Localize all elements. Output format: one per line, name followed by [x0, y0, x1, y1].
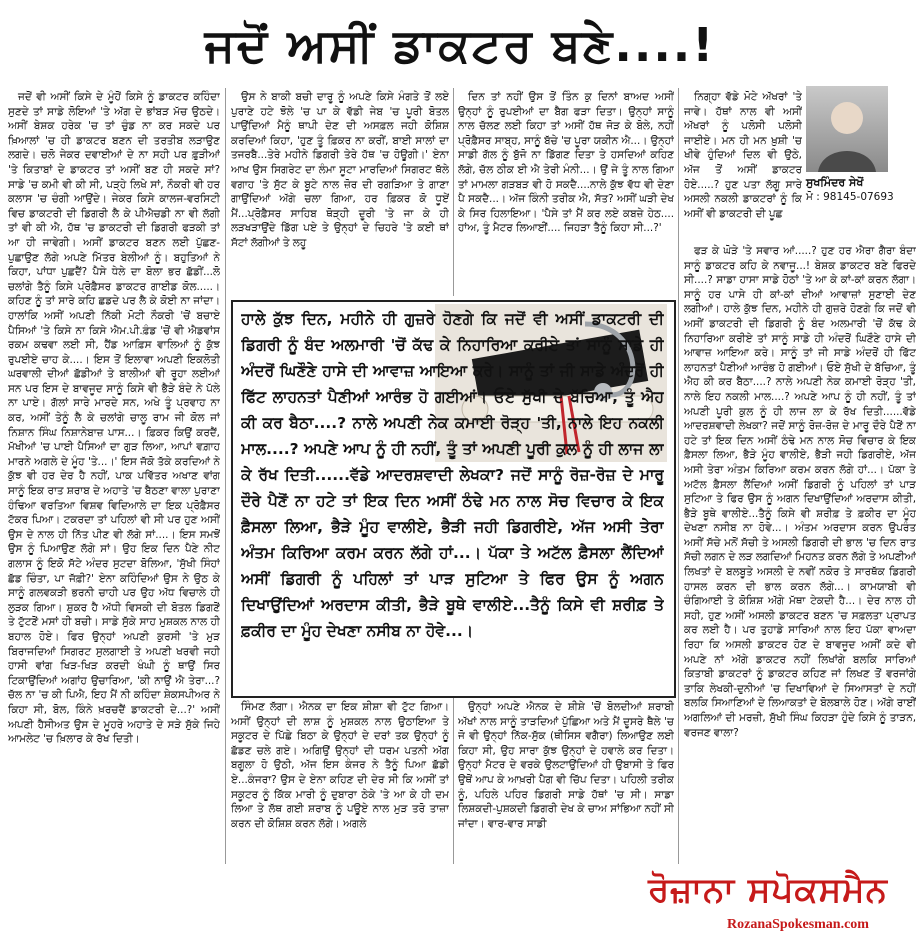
column-1-text: ਜਦੋਂ ਵੀ ਅਸੀਂ ਕਿਸੇ ਦੇ ਮੂੰਹੋਂ ਕਿਸੇ ਨੂੰ ਡਾਕਟਰ ਕਹਿੰਦਾ ਸੁਣਦੇ ਤਾਂ ਸਾਡੇ ਲੋਇਆਂ 'ਤੇ ਅੱਗ ਦੇ ਭਾਂਬੜ ਮੱਚ ਉਠਦੇ। ਅਸੀਂ ਬੇਸ਼ਕ ਹਰੇਕ 'ਚ ਤਾਂ ਚੁੰਡ ਨਾ ਕਰ ਸਕਦੇ ਪਰ ਖ਼ਿਆਲਾਂ 'ਚ ਹੀ ਡਾਕਟਰ ਬਣਨ ਦੀ ਤਰਤੀਬ ਲੜਾਉਣ ਲਗਦੇ। ਚਲੋ ਜੇਕਰ ਦਵਾਈਆਂ ਦੇ ਨਾ ਸਹੀ ਪਰ ਫ਼ੁੜੀਆਂ 'ਤੇ ਕਿਤਾਬਾਂ ਦੇ ਡਾਕਟਰ ਤਾਂ ਅਸੀਂ ਬਣ ਹੀ ਸਕਦੇ ਸਾਂ? ਸਾਡੇ 'ਚ ਕਮੀ ਵੀ ਕੀ ਸੀ, ਪੜ੍ਹੇ ਲਿਖੇ ਸਾਂ, ਨੌਕਰੀ ਵੀ ਹਰ ਕਲਾਸ 'ਚ ਚੰਗੀ ਆਉਂਦੇ। ਜੇਕਰ ਕਿਸੇ ਕਾਲਜ-ਵਰਸਿਟੀ ਵਿਚ ਡਾਕਟਰੀ ਦੀ ਡਿਗਰੀ ਲੈ ਕੇ ਪੀਐਚਡੀ ਨਾ ਵੀ ਲੱਗੀ ਤਾਂ ਵੀ ਕੀ ਐ, ਹੱਥ 'ਚ ਡਾਕਟਰੀ ਦੀ ਡਿਗਰੀ ਫੜਕੀ ਤਾਂ ਆ ਹੀ ਜਾਵੇਗੀ। ਅਸੀਂ ਡਾਕਟਰ ਬਣਨ ਲਈ ਪੁੱਛਣ-ਪੁਛਾਉਣ ਲੱਗੇ ਅਪਣੇ ਮਿੱਤਰ ਬੇਲੀਆਂ ਨੂੰ। ਬਹੁਤਿਆਂ ਨੇ ਕਿਹਾ, ਪਾਂਧਾ ਪੁਛਦੈਂ? ਪੈਸੇ ਧੇਲੇ ਦਾ ਬੋਲਾ ਭਰ ਛੱਡੀਂ...ਲੋ ਚਲਾਂਗੇ ਤੈਨੂੰ ਕਿਸੇ ਪ੍ਰੋਫ਼ੈਸਰ ਡਾਕਟਰ ਗਾਈਡ ਕੋਲ.....। ਕਹਿਣ ਨੂੰ ਤਾਂ ਸਾਰੇ ਕਹਿ ਛਡਦੇ ਪਰ ਲੈ ਕੇ ਕੋਈ ਨਾ ਜਾਂਦਾ। ਹਾਲਾਂਕਿ ਅਸੀਂ ਅਪਣੀ ਨਿੱਕੀ ਮੋਟੀ ਨੌਕਰੀ 'ਚੋਂ ਬਚਾਏ ਪੈਸਿਆਂ 'ਤੇ ਕਿਸੇ ਨਾ ਕਿਸੇ ਐਮ.ਪੀ.ਫ਼ੰਡ 'ਚੋਂ ਵੀ ਐਡਵਾਂਸ ਰਕਮ ਕਢਵਾ ਲਈ ਸੀ, ਹੈਂਡ ਆਫ਼ਿਸ ਵਾਲਿਆਂ ਨੂੰ ਕੁੱਝ ਰੁਪਈਏ ਚਾਹ ਕੇ....। ਇਸ ਤੋਂ ਇਲਾਵਾ ਅਪਣੀ ਇਕਲੋਤੀ ਘਰਵਾਲੀ ਦੀਆਂ ਛੱਡੀਆਂ ਤੇ ਬਾਲੀਆਂ ਵੀ ਰੂਹਾ ਲਈਆਂ ਸਨ ਪਰ ਇਸ ਦੇ ਬਾਵਜੂਦ ਸਾਨੂੰ ਕਿਸੇ ਵੀ ਭੈੜੇ ਬੰਦੇ ਨੇ ਪੱਲੇ ਨਾ ਪਾਏ। ਗੱਲਾਂ ਸਾਰੇ ਮਾਰਦੇ ਸਨ, ਅਖੇ ਤੂੰ ਪ੍ਰਵਾਹ ਨਾ ਕਰ, ਅਸੀਂ ਤੇਨੂੰ ਲੈ ਕੇ ਚਲਾਂਗੇ ਚਾਲੂ ਰਾਮ ਜੀ ਕੋਲ ਜਾਂ ਨਿਸ਼ਾਨ ਸਿੰਘ ਨਿਸ਼ਾਨੇਬਾਜ਼ ਪਾਸ...। ਫ਼ਿਕਰ ਕਿਉਂ ਕਰਦੈਂ, ਮੱਖੀਆਂ 'ਚ ਪਾਈ ਪੈਸਿਆਂ ਦਾ ਗੁੜ ਲਿਆ, ਆਪਾਂ ਵਗ਼ਾਹ ਮਾਰਨੇ ਅਗਲੇ ਦੇ ਮੂੰਹ 'ਤੇ...।' ਇਸ ਜੱਕੋ ਤੱਕੇ ਕਰਦਿਆਂ ਨੇ ਕੁੱਝ ਵੀ ਹਰ ਦੇਰ ਹੈ ਨਹੀਂ, ਪਾਕ ਪਵਿੱਤਰ ਅਖਾਣ ਵਾਂਗ ਸਾਨੂੰ ਇਕ ਰਾਤ ਸ਼ਰਾਬ ਦੇ ਅਹਾਤੇ 'ਚ ਬੈਠਣਾ ਵਾਲਾ ਪੁਰਾਣਾ ਹੰਢਿਆ ਵਰਤਿਆ ਵਿਸ਼ਵ ਵਿਦਿਆਲੇ ਦਾ ਇਕ ਪ੍ਰੋਫ਼ੈਸਰ ਟੱਕਰ ਪਿਆ। ਟਕਰਦਾ ਤਾਂ ਪਹਿਲਾਂ ਵੀ ਸੀ ਪਰ ਹੁਣ ਅਸੀਂ ਉਸ ਦੇ ਨਾਲ ਹੀ ਨਿੱਤ ਪੀਣ ਵੀ ਲੱਗੇ ਸਾਂ....। ਇਸ ਸਮਝੋਂ ਉਸ ਨੂੰ ਪਿਆਉਣ ਲੱਗੇ ਸਾਂ। ਉਹ ਇਕ ਦਿਨ ਪੈਣੇ ਨੀਟ ਗਲਾਸ ਨੂੰ ਇਕੋ ਸੱਟੇ ਅੰਦਰ ਸੁਟਦਾ ਬੋਲਿਆ, 'ਸੁੱਖੀ ਸਿੰਹਾਂ ਛੱਡ ਚਿੰਤਾ, ਪਾ ਜੱਫ਼ੀ?' ਏਨਾ ਕਹਿੰਦਿਆਂ ਉਸ ਨੇ ਉਠ ਕੇ ਸਾਨੂੰ ਗਲਵਕੜੀ ਭਰਨੀ ਚਾਹੀ ਪਰ ਉਹ ਅੱਧ ਵਿਚਾਲੇ ਹੀ ਲੁੜਕ ਗਿਆ। ਸ਼ੁਕਰ ਹੈ ਅੱਧੀ ਵਿਸਕੀ ਦੀ ਬੋਤਲ ਡਿਗਣੋਂ ਤੇ ਟੁੱਟਣੋਂ ਮਸਾਂ ਹੀ ਬਚੀ। ਸਾਡੇ ਸੁੱਕੇ ਸਾਹ ਮੁਸ਼ਕਲ ਨਾਲ ਹੀ ਬਹਾਲ ਹੋਏ। ਫਿਰ ਉਨ੍ਹਾਂ ਅਪਣੀ ਕੁਰਸੀ 'ਤੇ ਮੁੜ ਬਿਰਾਜਦਿਆਂ ਸਿਗਰਟ ਸੁਲਗਾਈ ਤੇ ਅਪਣੀ ਖਰਵੀ ਜਹੀ ਹਾਸੀ ਵਾਂਗ ਖਿੜ-ਖਿੜ ਕਰਦੀ ਖੰਘੀ ਨੂੰ ਥਾਉਂ ਸਿਰ ਟਿਕਾਉਂਦਿਆਂ ਅਗਾਂਹ ਉਚਾਰਿਆ, 'ਕੀ ਨਾਉਂ ਐ ਤੇਰਾ...? ਚੱਲ ਨਾ 'ਚ ਕੀ ਪਿਐ, ਇਹ ਮੈਂ ਨੀ ਕਹਿੰਦਾ ਸ਼ੇਕਸਪੀਅਰ ਨੇ ਕਿਹਾ ਸੀ, ਬੋਲ, ਕਿੰਨੇ ਖ਼ਰਚਦੈਂ ਡਾਕਟਰੀ ਦੇ...?' ਅਸੀਂ ਅਪਣੀ ਹੈਸੀਅਤ ਉਸ ਦੇ ਮੂਹਰੇ ਅਹਾਤੇ ਦੇ ਸੜੇ ਸੁੱਕੇ ਜਿਹੇ ਆਮਲੇਟ 'ਚ ਖ਼ਿਲਾਰ ਕੇ ਰੱਖ ਦਿਤੀ।: [8, 91, 220, 746]
column-2-bottom-text: ਸਿੰਮਣ ਲੱਗਾ। ਐਨਕ ਦਾ ਇਕ ਸ਼ੀਸ਼ਾ ਵੀ ਟੁੱਟ ਗਿਆ। ਅਸੀਂ ਉਨ੍ਹਾਂ ਦੀ ਲਾਸ਼ ਨੂੰ ਮੁਸ਼ਕਲ ਨਾਲ ਉਠਾਇਆ ਤੇ ਸਕੂਟਰ ਦੇ ਪਿੱਛੇ ਬਿਠਾ ਕੇ ਉਨ੍ਹਾਂ ਦੇ ਦਰਾਂ ਤਕ ਉਨ੍ਹਾਂ ਨੂੰ ਛੱਡਣ ਚਲੇ ਗਏ। ਅਗਿਉਂ ਉਨ੍ਹਾਂ ਦੀ ਧਰਮ ਪਤਨੀ ਅੱਗ ਬਗੂਲਾ ਹੋ ਉਠੀ, ਅੱਜ ਇਸ ਕੰਜਰ ਨੇ ਤੈਨੂੰ ਪਿਆ ਛੱਡੀ ਏ...ਕੰਜਰਾ? ਉਸ ਦੇ ਏਨਾ ਕਹਿਣ ਦੀ ਦੇਰ ਸੀ ਕਿ ਅਸੀਂ ਤਾਂ ਸਕੂਟਰ ਨੂੰ ਕਿੱਕ ਮਾਰੀ ਨੂੰ ਦੁਬਾਰਾ ਠੇਕੇ 'ਤੇ ਆ ਕੇ ਹੀ ਦਮ ਲਿਆ ਤੇ ਲੱਥ ਗਈ ਸ਼ਰਾਬ ਨੂੰ ਪਊਏ ਨਾਲ ਮੁੜ ਤਰੋ ਤਾਜ਼ਾ ਕਰਨ ਦੀ ਕੋਸ਼ਿਸ਼ ਕਰਨ ਲੱਗੇ। ਅਗਲੇ: [231, 701, 449, 830]
article-column-4-top: [684, 90, 802, 240]
article-column-3-top: [458, 90, 674, 295]
column-divider: [678, 88, 679, 864]
article-column-3-bottom: [458, 700, 674, 864]
author-portrait-icon: [806, 86, 888, 172]
article-column-2-top: [231, 90, 449, 295]
column-2-top-text: ਉਸ ਨੇ ਬਾਕੀ ਬਚੀ ਦਾਰੂ ਨੂੰ ਅਪਣੇ ਕਿਸੇ ਮੰਗਤੇ ਤੋਂ ਲਏ ਪੁਰਾਣੇ ਹਟੇ ਝੋਲੇ 'ਚ ਪਾ ਕੇ ਵੱਡੀ ਜੇਬ 'ਚ ਪੂਰੀ ਬੋਤਲ ਪਾਉਂਦਿਆਂ ਮੈਨੂੰ ਥਾਪੀ ਦੇਣ ਦੀ ਅਸਫ਼ਲ ਜਹੀ ਕੋਸ਼ਿਸ਼ ਕਰਦਿਆਂ ਕਿਹਾ, 'ਹੁਣ ਤੂੰ ਫ਼ਿਕਰ ਨਾ ਕਰੀਂ, ਬਾਈ ਸਾਲਾਂ ਦਾ ਤਜਰਬੈ...ਤੇਰੇ ਮਹੀਨੇ ਡਿਗਰੀ ਤੇਰੇ ਹੱਥ 'ਚ ਹੋਊਗੀ।' ਏਨਾ ਆਖ ਉਸ ਸਿਗਰੇਟ ਦਾ ਲੰਮਾ ਸੂਟਾ ਮਾਰਦਿਆਂ ਸਿਗਰਟ ਥੱਲੇ ਵਗਾਹ 'ਤੇ ਸੁੱਟ ਕੇ ਬੂਟੇ ਨਾਲ ਜ਼ੋਰ ਦੀ ਰਗੜਿਆ ਤੇ ਗਾਣਾ ਗਾਉਂਦਿਆਂ ਅੱਗੇ ਚਲਾ ਗਿਆ, ਹਰ ਫ਼ਿਕਰ ਕੋ ਧੂਏਂ ਮੈਂ...ਪ੍ਰੋਫ਼ੈਸਰ ਸਾਹਿਬ ਥੋੜ੍ਹੀ ਦੂਰੀ 'ਤੇ ਜਾ ਕੇ ਹੀ ਲੜਖੜਾਉਂਦੇ ਡਿੱਗ ਪਏ ਤੇ ਉਨ੍ਹਾਂ ਦੇ ਚਿਹਰੇ 'ਤੇ ਕਈ ਥਾਂ ਸੱਟਾਂ ਲੱਗੀਆਂ ਤੇ ਲਹੂ: [231, 91, 449, 249]
column-3-top-text: ਦਿਨ ਤਾਂ ਨਹੀਂ ਉਸ ਤੋਂ ਤਿੰਨ ਕੁ ਦਿਨਾਂ ਬਾਅਦ ਅਸੀਂ ਉਨ੍ਹਾਂ ਨੂੰ ਰੁਪਈਆਂ ਦਾ ਬੈਗ ਫੜਾ ਦਿਤਾ। ਉਨ੍ਹਾਂ ਸਾਨੂੰ ਨਾਲ ਚੱਲਣ ਲਈ ਕਿਹਾ ਤਾਂ ਅਸੀਂ ਹੱਥ ਜੋੜ ਕੇ ਬੋਲੇ, ਨਹੀਂ ਪ੍ਰੋਫ਼ੈਸਰ ਸਾਬ੍ਹ, ਸਾਨੂੰ ਬੱਚੇ 'ਚ ਪੂਰਾ ਯਕੀਨ ਐ...। ਉਨ੍ਹਾਂ ਸਾਡੀ ਗੱਲ ਨੂੰ ਬੁੱਜੋ ਨਾ ਡਿੱਗਣ ਦਿਤਾ ਤੇ ਹਸਦਿਆਂ ਕਹਿਣ ਲੱਗੇ, ਚੱਲ ਠੀਕ ਈ ਐ ਤੇਰੀ ਮੰਨੀ...। ਉਂ ਜੇ ਤੂੰ ਨਾਲ ਗਿਆ ਤਾਂ ਮਾਮਲਾ ਗੜਬੜ ਵੀ ਹੋ ਸਕਦੈ....ਨਾਲੇ ਕੁੱਝ ਵੱਧ ਵੀ ਦੇਣਾ ਪੈ ਸਕਦੈ...। ਅੱਜ ਕਿੰਨੀ ਤਰੀਕ ਐ, ਸੱਤ? ਅਸੀਂ ਘੜੀ ਦੇਖ ਕੇ ਸਿਰ ਹਿਲਾਇਆ। 'ਪੈਸੇ ਤਾਂ ਮੈਂ ਕਰ ਲਏ ਕਬਜ਼ੇ ਹੇਠ.... ਹਾਂਅ, ਤੂੰ ਮੈਟਰ ਲਿਆਈਂ.... ਜਿਹੜਾ ਤੈਨੂੰ ਕਿਹਾ ਸੀ...?': [458, 91, 674, 235]
pull-quote-text: ਹਾਲੇ ਕੁੱਝ ਦਿਨ, ਮਹੀਨੇ ਹੀ ਗੁਜ਼ਰੇ ਹੋਣਗੇ ਕਿ ਜਦੋਂ ਵੀ ਅਸੀਂ ਡਾਕਟਰੀ ਦੀ ਡਿਗਰੀ ਨੂੰ ਬੰਦ ਅਲਮਾਰੀ 'ਚੋਂ ਕੱਢ ਕੇ ਨਿਹਾਰਿਆ ਕਰੀਏ ਤਾਂ ਸਾਨੂੰ ਸਾਡੇ ਹੀ ਅੰਦਰੋਂ ਘਿਣੌਣੇ ਹਾਸੇ ਦੀ ਆਵਾਜ਼ ਆਇਆ ਕਰੇ। ਸਾਨੂੰ ਤਾਂ ਜੀ ਸਾਡੇ ਅੰਦਰੋਂ ਹੀ ਫਿੱਟ ਲਾਹਨਤਾਂ ਪੈਣੀਆਂ ਆਰੰਭ ਹੋ ਗਈਆਂ। ਓਏ ਸੁੱਖੀ ਦੇ ਬੱਚਿਆ, ਤੂੰ ਐਹ ਕੀ ਕਰ ਬੈਠਾ....? ਨਾਲੇ ਅਪਣੀ ਨੇਕ ਕਮਾਈ ਰੋੜ੍ਹ 'ਤੀ, ਨਾਲੇ ਇਹ ਨਕਲੀ ਮਾਲ....? ਅਪਣੇ ਆਪ ਨੂੰ ਹੀ ਨਹੀਂ, ਤੂੰ ਤਾਂ ਅਪਣੀ ਪੂਰੀ ਕੁਲ ਨੂੰ ਹੀ ਲਾਜ ਲਾ ਕੇ ਰੱਖ ਦਿਤੀ......ਵੱਡੇ ਆਦਰਸ਼ਵਾਦੀ ਲੇਖਕਾ? ਜਦੋਂ ਸਾਨੂੰ ਰੋਜ਼-ਰੋਜ਼ ਦੇ ਮਾਰੂ ਦੌਰੇ ਪੈਣੋਂ ਨਾ ਹਟੇ ਤਾਂ ਇਕ ਦਿਨ ਅਸੀਂ ਠੰਢੇ ਮਨ ਨਾਲ ਸੋਚ ਵਿਚਾਰ ਕੇ ਇਕ ਫ਼ੈਸਲਾ ਲਿਆ, ਭੈੜੇ ਮੂੰਹ ਵਾਲੀਏ, ਭੈੜੀ ਜਹੀ ਡਿਗਰੀਏ, ਅੱਜ ਅਸੀ ਤੇਰਾ ਅੰਤਮ ਕਿਰਿਆ ਕਰਮ ਕਰਨ ਲੱਗੇ ਹਾਂ...। ਪੱਕਾ ਤੇ ਅਟੱਲ ਫ਼ੈਸਲਾ ਲੈਂਦਿਆਂ ਅਸੀਂ ਡਿਗਰੀ ਨੂੰ ਪਹਿਲਾਂ ਤਾਂ ਪਾੜ ਸੁਟਿਆ ਤੇ ਫਿਰ ਉਸ ਨੂੰ ਅਗਨ ਦਿਖਾਉਂਦਿਆਂ ਅਰਦਾਸ ਕੀਤੀ, ਭੈੜੇ ਬੂਥੇ ਵਾਲੀਏ...ਤੈਨੂੰ ਕਿਸੇ ਵੀ ਸ਼ਰੀਫ਼ ਤੇ ਫ਼ਕੀਰ ਦਾ ਮੂੰਹ ਦੇਖਣਾ ਨਸੀਬ ਨਾ ਹੋਵੇ...।: [241, 310, 664, 640]
column-4-top-text: ਨਿਗ੍ਹਾ ਵੱਡੇ ਮੋਟੇ ਅੱਖਰਾਂ 'ਤੇ ਜਾਵੇ। ਹੱਥਾਂ ਨਾਲ ਵੀ ਅਸੀਂ ਅੱਖਰਾਂ ਨੂੰ ਪਲੋਸੀ ਪਲੋਸੀ ਜਾਈਏ। ਮਨ ਹੀ ਮਨ ਖ਼ੁਸ਼ੀ 'ਚ ਖੀਵੇ ਹੁੰਦਿਆਂ ਦਿਲ ਵੀ ਉਠੇ, ਅੱਜ ਤੋਂ ਅਸੀਂ ਡਾਕਟਰ ਹੋਏ.....? ਹੁਣ ਪਤਾ ਲੱਗੂ ਸਾਰੇ ਅਸਲੀ ਨਕਲੀ ਡਾਕਟਰਾਂ ਨੂੰ ਕਿ ਅਸੀਂ ਵੀ ਡਾਕਟਰੀ ਦੀ ਪੂਛ: [684, 91, 802, 220]
article-column-1: [8, 90, 220, 862]
author-phone: ਮੋ : 98145-07693: [806, 191, 894, 203]
headline: ਜਦੋਂ ਅਸੀਂ ਡਾਕਟਰ ਬਣੇ....!: [204, 18, 716, 72]
column-3-bottom-text: ਉਨ੍ਹਾਂ ਅਪਣੇ ਐਨਕ ਦੇ ਸ਼ੀਸ਼ੇ 'ਚੋਂ ਬੋਲਦੀਆਂ ਸ਼ਰਾਬੀ ਅੱਖਾਂ ਨਾਲ ਸਾਨੂੰ ਤਾੜਦਿਆਂ ਪੁੱਛਿਆ ਅਤੇ ਮੈਂ ਦੂਸਰੇ ਥੈਲੇ 'ਚ ਜੋ ਵੀ ਉਨ੍ਹਾਂ ਨਿੱਕ-ਸੁੱਕ (ਥੀਸਿਸ ਵਗੈਰਾ) ਲਿਆਉਣ ਲਈ ਕਿਹਾ ਸੀ, ਉਹ ਸਾਰਾ ਕੁੱਝ ਉਨ੍ਹਾਂ ਦੇ ਹਵਾਲੇ ਕਰ ਦਿਤਾ। ਉਨ੍ਹਾਂ ਮੈਟਰ ਦੇ ਵਰਕੇ ਉਲਟਾਉਂਦਿਆਂ ਹੀ ਉਬਾਸੀ ਤੇ ਫਿਰ ਉਥੋਂ ਆਪ ਕੇ ਆਖ਼ਰੀ ਪੈਗ ਵੀ ਚਿੱਪ ਦਿਤਾ। ਪਹਿਲੀ ਤਰੀਕ ਨੂੰ, ਪਹਿਲੇ ਪਹਿਰ ਡਿਗਰੀ ਸਾਡੇ ਹੱਥਾਂ 'ਚ ਸੀ। ਸਾਡਾ ਲਿਸ਼ਕਦੀ-ਪੁਸ਼ਕਦੀ ਡਿਗਰੀ ਦੇਖ ਕੇ ਚਾਅ ਸਾਂਭਿਆ ਨਹੀਂ ਸੀ ਜਾਂਦਾ। ਵਾਰ-ਵਾਰ ਸਾਡੀ: [458, 701, 674, 830]
column-divider: [453, 88, 454, 296]
publication-url[interactable]: RozanaSpokesman.com: [727, 917, 869, 932]
publication-logo: ਰੋਜ਼ਾਨਾ ਸਪੋਕਸਮੈਨ: [648, 870, 888, 910]
column-divider: [225, 88, 226, 864]
article-column-4-bottom: [684, 244, 916, 860]
pull-quote: [241, 306, 664, 690]
column-4-bottom-text: ਫੜ ਕੇ ਘੋੜੇ 'ਤੇ ਸਵਾਰ ਆਂ.....? ਹੁਣ ਹਰ ਐਰਾ ਗੈਰਾ ਬੰਦਾ ਸਾਨੂੰ ਡਾਕਟਰ ਕਹਿ ਕੇ ਨਵਾਜੂ...! ਬੇਸ਼ਕ ਡਾਕਟਰ ਬਣੇ ਫਿਰਦੇ ਸੀ....? ਸਾਡਾ ਹਾਸਾ ਸਾਡੇ ਹੋਠਾਂ 'ਤੇ ਆ ਕੇ ਕਾਂ-ਕਾਂ ਕਰਨ ਲੱਗਾ। ਸਾਨੂੰ ਹਰ ਪਾਸੇ ਹੀ ਕਾਂ-ਕਾਂ ਦੀਆਂ ਆਵਾਜ਼ਾਂ ਸੁਣਾਈ ਦੇਣ ਲਗੀਆਂ। ਹਾਲੇ ਕੁੱਝ ਦਿਨ, ਮਹੀਨੇ ਹੀ ਗੁਜ਼ਰੇ ਹੋਣਗੇ ਕਿ ਜਦੋਂ ਵੀ ਅਸੀਂ ਡਾਕਟਰੀ ਦੀ ਡਿਗਰੀ ਨੂੰ ਬੰਦ ਅਲਮਾਰੀ 'ਚੋਂ ਕੱਢ ਕੇ ਨਿਹਾਰਿਆ ਕਰੀਏ ਤਾਂ ਸਾਨੂੰ ਸਾਡੇ ਹੀ ਅੰਦਰੋਂ ਘਿਣੌਣੇ ਹਾਸੇ ਦੀ ਆਵਾਜ਼ ਆਇਆ ਕਰੇ। ਸਾਨੂੰ ਤਾਂ ਜੀ ਸਾਡੇ ਅੰਦਰੋਂ ਹੀ ਫਿੱਟ ਲਾਹਨਤਾਂ ਪੈਣੀਆਂ ਆਰੰਭ ਹੋ ਗਈਆਂ। ਓਏ ਸੁੱਖੀ ਦੇ ਬੱਚਿਆ, ਤੂੰ ਐਹ ਕੀ ਕਰ ਬੈਠਾ....? ਨਾਲੇ ਅਪਣੀ ਨੇਕ ਕਮਾਈ ਰੋੜ੍ਹ 'ਤੀ, ਨਾਲੇ ਇਹ ਨਕਲੀ ਮਾਲ....? ਅਪਣੇ ਆਪ ਨੂੰ ਹੀ ਨਹੀਂ, ਤੂੰ ਤਾਂ ਅਪਣੀ ਪੂਰੀ ਕੁਲ ਨੂੰ ਹੀ ਲਾਜ ਲਾ ਕੇ ਰੱਖ ਦਿਤੀ......ਵੱਡੇ ਆਦਰਸ਼ਵਾਦੀ ਲੇਖਕਾ? ਜਦੋਂ ਸਾਨੂੰ ਰੋਜ਼-ਰੋਜ਼ ਦੇ ਮਾਰੂ ਦੌਰੇ ਪੈਣੋਂ ਨਾ ਹਟੇ ਤਾਂ ਇਕ ਦਿਨ ਅਸੀਂ ਠੰਢੇ ਮਨ ਨਾਲ ਸੋਚ ਵਿਚਾਰ ਕੇ ਇਕ ਫ਼ੈਸਲਾ ਲਿਆ, ਭੈੜੇ ਮੂੰਹ ਵਾਲੀਏ, ਭੈੜੀ ਜਹੀ ਡਿਗਰੀਏ, ਅੱਜ ਅਸੀ ਤੇਰਾ ਅੰਤਮ ਕਿਰਿਆ ਕਰਮ ਕਰਨ ਲੱਗੇ ਹਾਂ...। ਪੱਕਾ ਤੇ ਅਟੱਲ ਫ਼ੈਸਲਾ ਲੈਂਦਿਆਂ ਅਸੀਂ ਡਿਗਰੀ ਨੂੰ ਪਹਿਲਾਂ ਤਾਂ ਪਾੜ ਸੁਟਿਆ ਤੇ ਫਿਰ ਉਸ ਨੂੰ ਅਗਨ ਦਿਖਾਉਂਦਿਆਂ ਅਰਦਾਸ ਕੀਤੀ, ਭੈੜੇ ਬੂਥੇ ਵਾਲੀਏ...ਤੈਨੂੰ ਕਿਸੇ ਵੀ ਸ਼ਰੀਫ਼ ਤੇ ਫ਼ਕੀਰ ਦਾ ਮੂੰਹ ਦੇਖਣਾ ਨਸੀਬ ਨਾ ਹੋਵੇ...। ਅੰਤਮ ਅਰਦਾਸ ਕਰਨ ਉਪਰੰਤ ਅਸੀਂ ਸੱਚੇ ਮਨੋਂ ਸੱਚੀ ਤੇ ਅਸਲੀ ਡਿਗਰੀ ਦੀ ਭਾਲ 'ਚ ਦਿਨ ਰਾਤ ਸੱਚੀ ਲਗਨ ਦੇ ਲੜ ਲਗਦਿਆਂ ਮਿਹਨਤ ਕਰਨ ਲੱਗੇ ਤੇ ਅਪਣੀਆਂ ਲਿਖਤਾਂ ਦੇ ਬਲਬੂਤੇ ਅਸਲੀ ਦੇ ਨਵੀਂ ਨਕੋਰ ਤੇ ਸਾਰਥੱਕ ਡਿਗਰੀ ਹਾਸਲ ਕਰਨ ਦੀ ਭਾਲ ਕਰਨ ਲੱਗੇ...। ਕਾਮਯਾਬੀ ਵੀ ਚੰਗਿਆਈ ਤੇ ਕੋਸ਼ਿਸ਼ ਅੱਗੇ ਮੱਥਾ ਟੇਕਦੀ ਹੈ...। ਦੇਰ ਨਾਲ ਹੀ ਸਹੀ, ਹੁਣ ਅਸੀਂ ਅਸਲੀ ਡਾਕਟਰ ਬਣਨ 'ਚ ਸਫ਼ਲਤਾ ਪ੍ਰਾਪਤ ਕਰ ਲਈ ਹੈ। ਪਰ ਤੁਹਾਡੇ ਸਾਰਿਆਂ ਨਾਲ ਇਹ ਪੱਕਾ ਵਾਅਦਾ ਰਿਹਾ ਕਿ ਅਸਲੀ ਡਾਕਟਰ ਹੋਣ ਦੇ ਬਾਵਜੂਦ ਅਸੀਂ ਕਦੇ ਵੀ ਅਪਣੇ ਨਾਂ ਅੱਗੇ ਡਾਕਟਰ ਨਹੀਂ ਲਿਖਾਂਗੇ ਬਲਕਿ ਸਾਰਿਆਂ ਕਿਤਾਬੀ ਡਾਕਟਰਾਂ ਨੂੰ ਡਾਕਟਰ ਕਹਿਣ ਜਾਂ ਲਿਖਣ ਤੋਂ ਵਰਜਾਂਗੇ ਤਾਕਿ ਲੇਖਕੀ-ਦੁਨੀਆਂ 'ਚ ਦਿਖਾਵਿਆਂ ਦੇ ਸਿਆਸਤਾਂ ਦੇ ਨਹੀਂ ਬਲਕਿ ਸਿਆਣਿਆਂ ਦੇ ਲਿਆਕਤਾਂ ਦੇ ਬੋਲਬਾਲੇ ਹੋਣ। ਅੱਗੇ ਰਾਈਂ ਅਗਲਿਆਂ ਦੀ ਮਰਜ਼ੀ, ਸੁੱਖੀ ਸਿੰਘ ਕਿਹੜਾ ਹੁੰਦੇ ਕਿਸੇ ਨੂੰ ਤਾੜਨ, ਵਰਜਣ ਵਾਲਾ?: [684, 245, 916, 739]
author-name: ਸੁਖਮਿੰਦਰ ਸੇਖੋਂ: [806, 176, 864, 189]
column-divider: [453, 698, 454, 864]
article-column-2-bottom: [231, 700, 449, 864]
author-photo: [806, 86, 888, 172]
